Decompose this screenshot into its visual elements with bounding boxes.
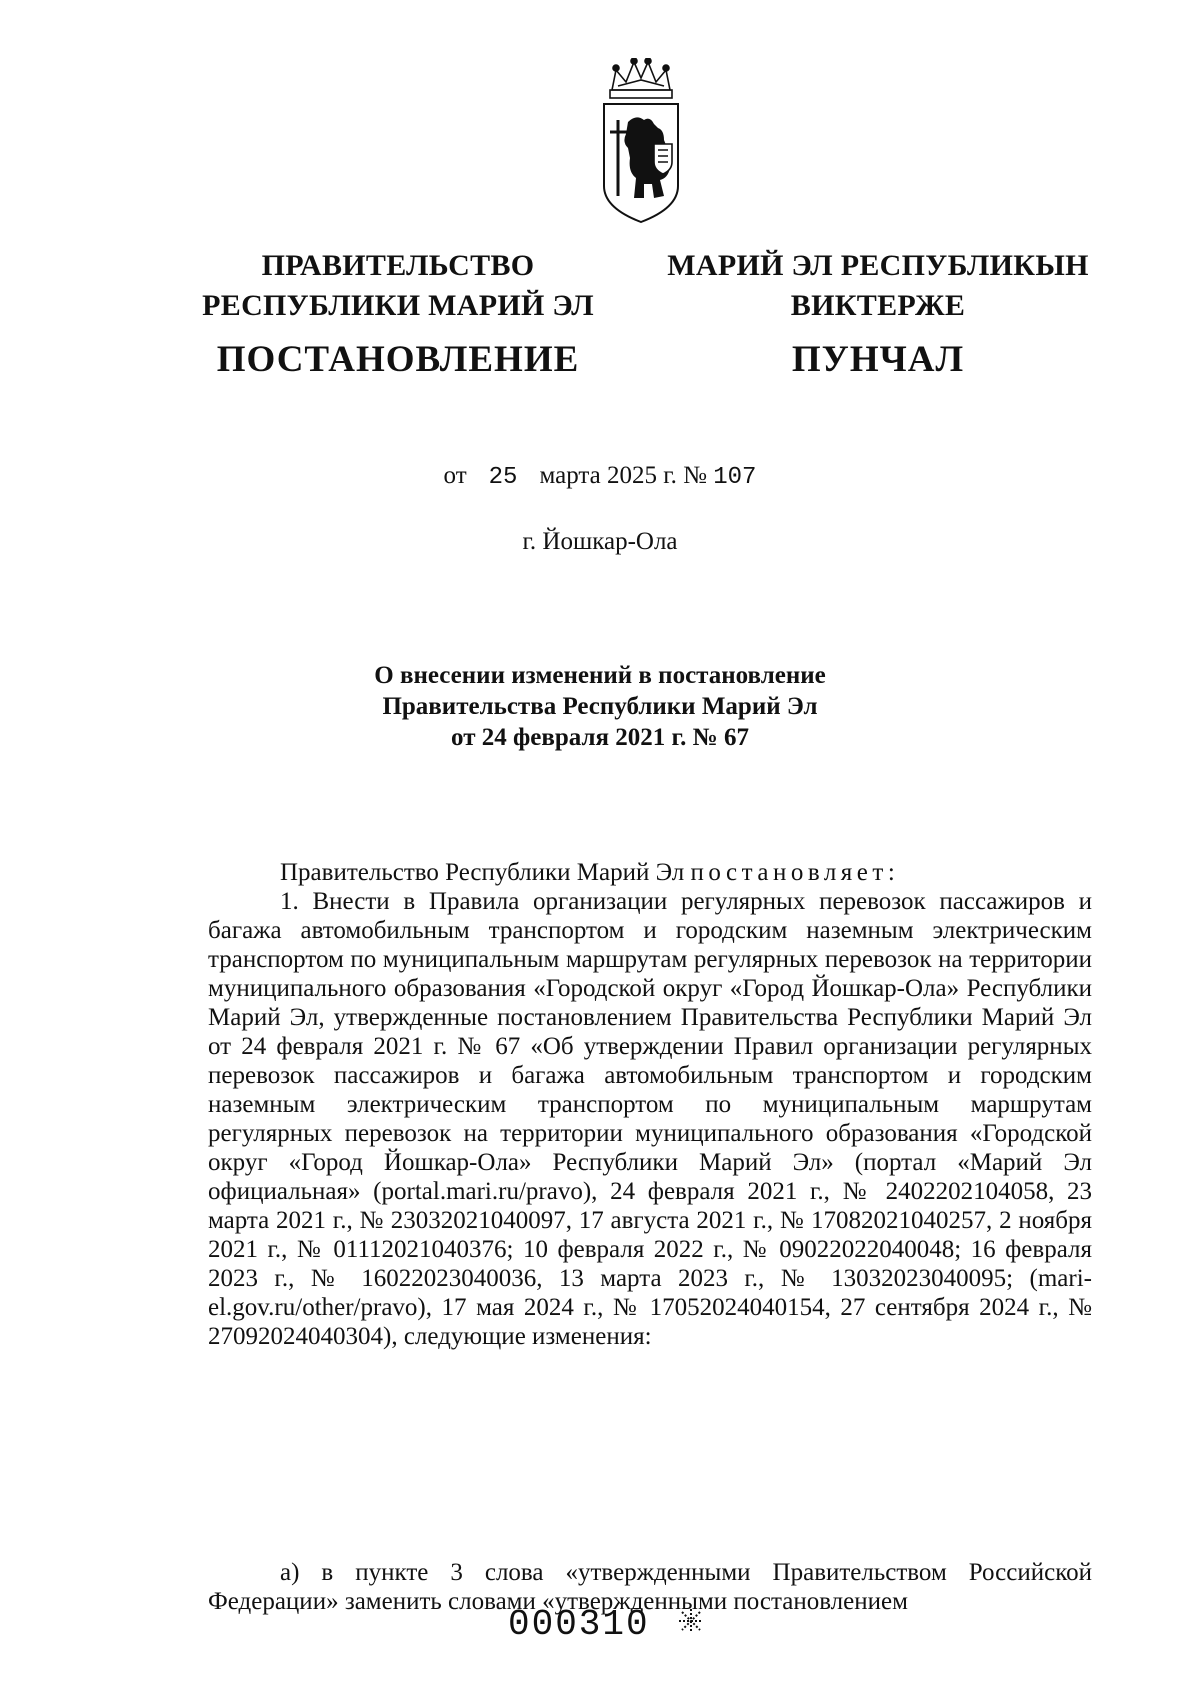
header-left (170, 246, 626, 380)
serial-number: 000310 (508, 1604, 650, 1645)
date-day: 25 (488, 464, 518, 491)
preamble-text: Правительство Республики Марий Эл (280, 859, 685, 886)
title-line3: от 24 февраля 2021 г. № 67 (451, 724, 749, 751)
coat-of-arms-bear-icon (598, 58, 684, 228)
asterisk-mark-icon (676, 1606, 706, 1636)
preamble-resolves: постановляет: (690, 859, 900, 886)
preamble (208, 858, 1092, 887)
document-title (300, 660, 900, 753)
header-right-line1: МАРИЙ ЭЛ РЕСПУБЛИКЫН (667, 249, 1089, 282)
paragraph-1: 1. Внести в Правила организации регулярных перевозок пассажиров и багажа автомобильным транспортом и городским наземным электрическим транспортом по муниципальным маршрутам регулярных перевозок на территории муниципального образования «Городской округ «Город Йошкар-Ола» Республики Марий Эл, утвержденные постановлением Правительства Республики Марий Эл от 24 февраля 2021 г. № 67 «Об утверждении Правил организации регулярных перевозок пассажиров и багажа автомобильным транспортом и городским наземным электрическим транспортом по муниципальным маршрутам регулярных перевозок на территории муниципального образования «Городской округ «Город Йошкар-Ола» Республики Марий Эл» (портал «Марий Эл официальная» (portal.mari.ru/pravo), 24 февраля 2021 г., № 2402202104058, 23 марта 2021 г., № 23032021040097, 17 августа 2021 г., № 17082021040257, 2 ноября 2021 г., № 01112021040376; 10 февраля 2022 г., № 09022022040048; 16 февраля 2023 г., № 16022023040036, 13 марта 2023 г., № 13032023040095; (mari-el.gov.ru/other/pravo), 17 мая 2024 г., № 17052024040154, 27 сентября 2024 г., № 27092024040304), следующие изменения: (208, 888, 1092, 1350)
title-line2: Правительства Республики Марий Эл (382, 693, 818, 720)
header-right (650, 246, 1106, 380)
doc-type-russian: ПОСТАНОВЛЕНИЕ (216, 339, 580, 380)
header-right-line2: ВИКТЕРЖЕ (790, 289, 966, 322)
document-number: 107 (713, 464, 757, 491)
header-left-line1: ПРАВИТЕЛЬСТВО (261, 249, 535, 282)
city-name: г. Йошкар-Ола (522, 528, 678, 555)
date-prefix: от (443, 462, 467, 489)
title-line1: О внесении изменений в постановление (374, 662, 826, 689)
doc-type-mari: ПУНЧАЛ (791, 339, 965, 380)
paragraph-1a: а) в пункте 3 слова «утвержденными Правительством Российской Федерации» заменить словами «утвержденными постановлением (208, 1559, 1092, 1615)
header-left-line2: РЕСПУБЛИКИ МАРИЙ ЭЛ (202, 289, 594, 322)
document-date-line (0, 462, 1200, 491)
date-month-year: марта 2025 г. № (539, 462, 707, 489)
